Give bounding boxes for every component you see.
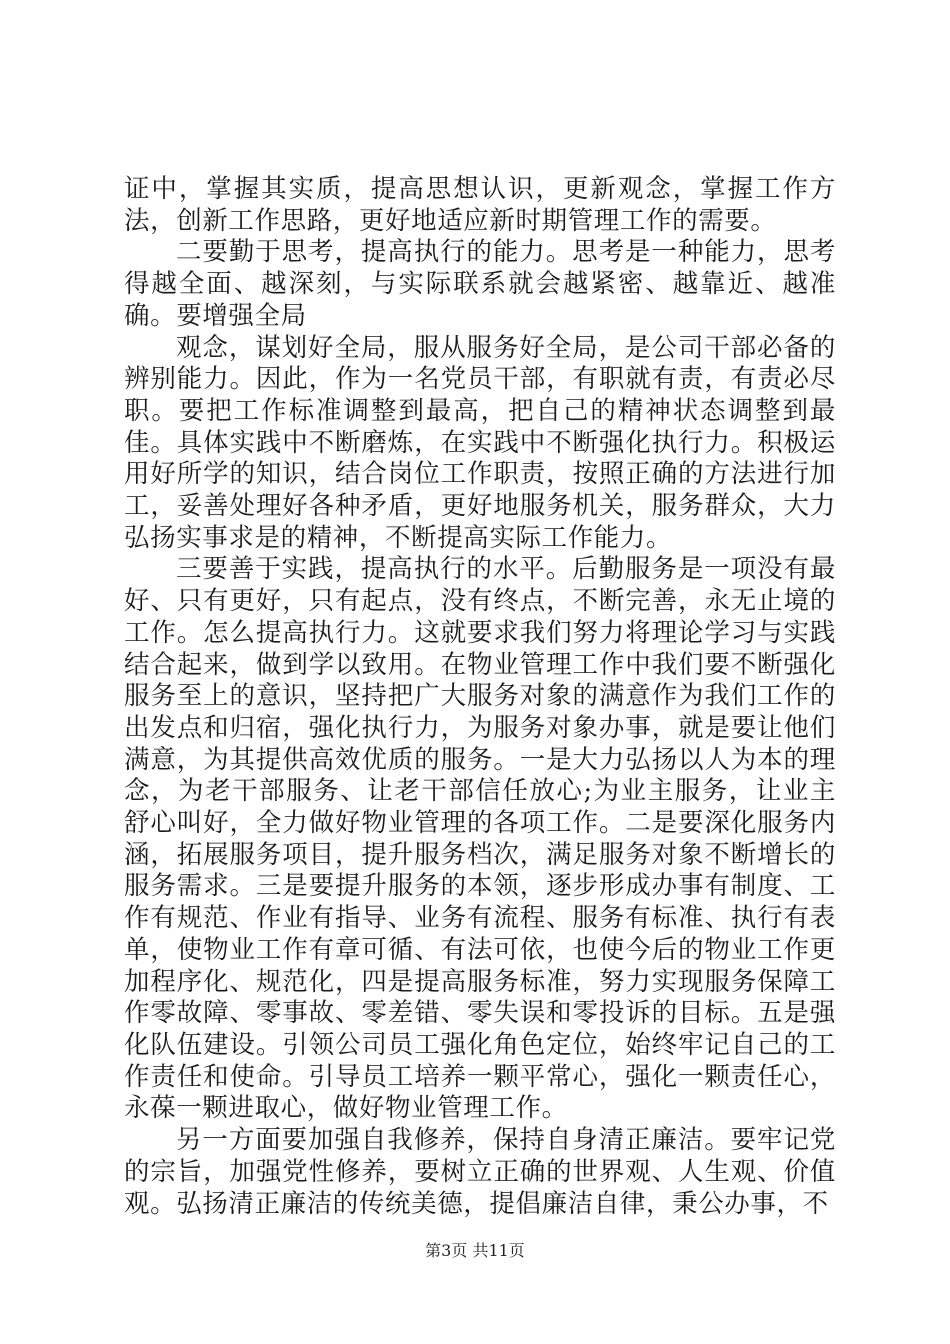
paragraph-continuation: 证中，掌握其实质，提高思想认识，更新观念，掌握工作方法，创新工作思路，更好地适应新时期管理工作的需要。: [124, 174, 836, 236]
paragraph-practice: 三要善于实践，提高执行的水平。后勤服务是一项没有最好、只有更好，只有起点，没有终点，不断完善，永无止境的工作。怎么提高执行力。这就要求我们努力将理论学习与实践结合起来，做到学以致用。在物业管理工作中我们要不断强化服务至上的意识，坚持把广大服务对象的满意作为我们工作的出发点和归宿，强化执行力，为服务对象办事，就是要让他们满意，为其提供高效优质的服务。一是大力弘扬以人为本的理念，为老干部服务、让老干部信任放心;为业主服务，让业主舒心叫好，全力做好物业管理的各项工作。二是要深化服务内涵，拓展服务项目，提升服务档次，满足服务对象不断增长的服务需求。三是要提升服务的本领，逐步形成办事有制度、工作有规范、作业有指导、业务有流程、服务有标准、执行有表单，使物业工作有章可循、有法可依，也使今后的物业工作更加程序化、规范化，四是提高服务标准，努力实现服务保障工作零故障、零事故、零差错、零失误和零投诉的目标。五是强化队伍建设。引领公司员工强化角色定位，始终牢记自己的工作责任和使命。引导员工培养一颗平常心，强化一颗责任心，永葆一颗进取心，做好物业管理工作。: [124, 554, 836, 1124]
page-number-footer: 第3页 共11页: [425, 1241, 525, 1260]
paragraph-self-cultivation: 另一方面要加强自我修养，保持自身清正廉洁。要牢记党的宗旨，加强党性修养，要树立正确的世界观、人生观、价值观。弘扬清正廉洁的传统美德，提倡廉洁自律，秉公办事，不: [124, 1125, 836, 1219]
document-body: [124, 174, 836, 1220]
paragraph-thinking: 二要勤于思考，提高执行的能力。思考是一种能力，思考得越全面、越深刻，与实际联系就会越紧密、越靠近、越准确。要增强全局: [124, 237, 836, 331]
paragraph-concept: 观念，谋划好全局，服从服务好全局，是公司干部必备的辨别能力。因此，作为一名党员干部，有职就有责，有责必尽职。要把工作标准调整到最高，把自己的精神状态调整到最佳。具体实践中不断磨炼，在实践中不断强化执行力。积极运用好所学的知识，结合岗位工作职责，按照正确的方法进行加工，妥善处理好各种矛盾，更好地服务机关，服务群众，大力弘扬实事求是的精神，不断提高实际工作能力。: [124, 332, 836, 553]
